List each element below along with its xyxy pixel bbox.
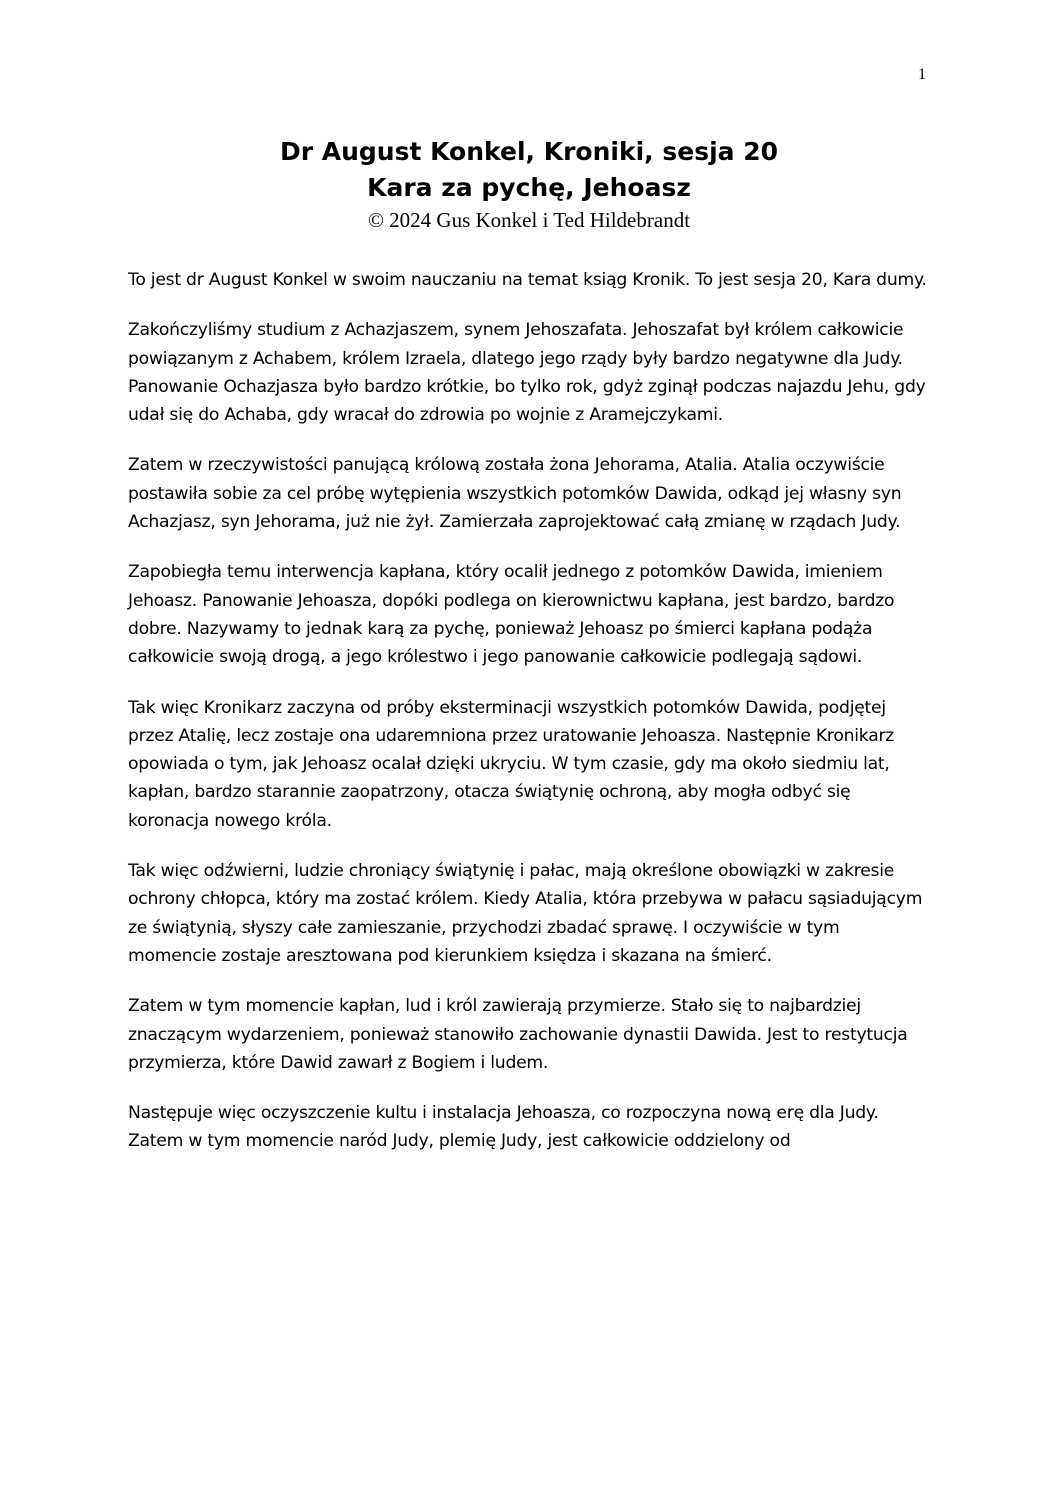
page-number: 1 xyxy=(918,66,926,83)
document-title: Dr August Konkel, Kroniki, sesja 20 xyxy=(279,137,779,166)
paragraph: Następuje więc oczyszczenie kultu i instalacja Jehoasza, co rozpoczyna nową erę dla Judy. Zatem w tym momencie naród Judy, plemię Judy, jest całkowicie oddzielony od xyxy=(128,1103,879,1152)
paragraph: Zatem w rzeczywistości panującą królową została żona Jehorama, Atalia. Atalia oczywiście postawiła sobie za cel próbę wytępienia wszystkich potomków Dawida, odkąd jej własny syn Achazjasz, syn Jehorama, już nie żył. Zamierzała zaprojektować całą zmianę w rządach Judy. xyxy=(128,455,902,533)
title-block xyxy=(0,134,1058,232)
paragraph: Tak więc odźwierni, ludzie chroniący świątynię i pałac, mają określone obowiązki w zakresie ochrony chłopca, który ma zostać królem. Kiedy Atalia, która przebywa w pałacu sąsiadującym ze świątynią, słyszy całe zamieszanie, przychodzi zbadać sprawę. I oczywiście w tym momencie zostaje aresztowana pod kierunkiem księdza i skazana na śmierć. xyxy=(128,861,923,966)
paragraph: Zatem w tym momencie kapłan, lud i król zawierają przymierze. Stało się to najbardziej znaczącym wydarzeniem, ponieważ stanowiło zachowanie dynastii Dawida. Jest to restytucja przymierza, które Dawid zawarł z Bogiem i ludem. xyxy=(128,996,908,1073)
document-body xyxy=(128,266,928,1178)
paragraph: To jest dr August Konkel w swoim nauczaniu na temat ksiąg Kronik. To jest sesja 20, Kara dumy. xyxy=(128,270,927,290)
paragraph: Tak więc Kronikarz zaczyna od próby eksterminacji wszystkich potomków Dawida, podjętej przez Atalię, lecz zostaje ona udaremniona przez uratowanie Jehoasza. Następnie Kronikarz opowiada o tym, jak Jehoasz ocalał dzięki ukryciu. W tym czasie, gdy ma około siedmiu lat, kapłan, bardzo starannie zaopatrzony, otacza świątynię ochroną, aby mogła odbyć się koronacja nowego króla. xyxy=(128,697,895,831)
document-subtitle: Kara za pychę, Jehoasz xyxy=(367,173,691,202)
copyright-line: © 2024 Gus Konkel i Ted Hildebrandt xyxy=(367,208,691,232)
paragraph: Zapobiegła temu interwencja kapłana, który ocalił jednego z potomków Dawida, imieniem Jehoasz. Panowanie Jehoasza, dopóki podlega on kierownictwu kapłana, jest bardzo, bardzo dobre. Nazywamy to jednak karą za pychę, ponieważ Jehoasz po śmierci kapłana podąża całkowicie swoją drogą, a jego królestwo i jego panowanie całkowicie podlegają sądowi. xyxy=(128,562,895,668)
paragraph: Zakończyliśmy studium z Achazjaszem, synem Jehoszafata. Jehoszafat był królem całkowicie powiązanym z Achabem, królem Izraela, dlatego jego rządy były bardzo negatywne dla Judy. Panowanie Ochazjasza było bardzo krótkie, bo tylko rok, gdyż zginął podczas najazdu Jehu, gdy udał się do Achaba, gdy wracał do zdrowia po wojnie z Aramejczykami. xyxy=(128,320,926,426)
